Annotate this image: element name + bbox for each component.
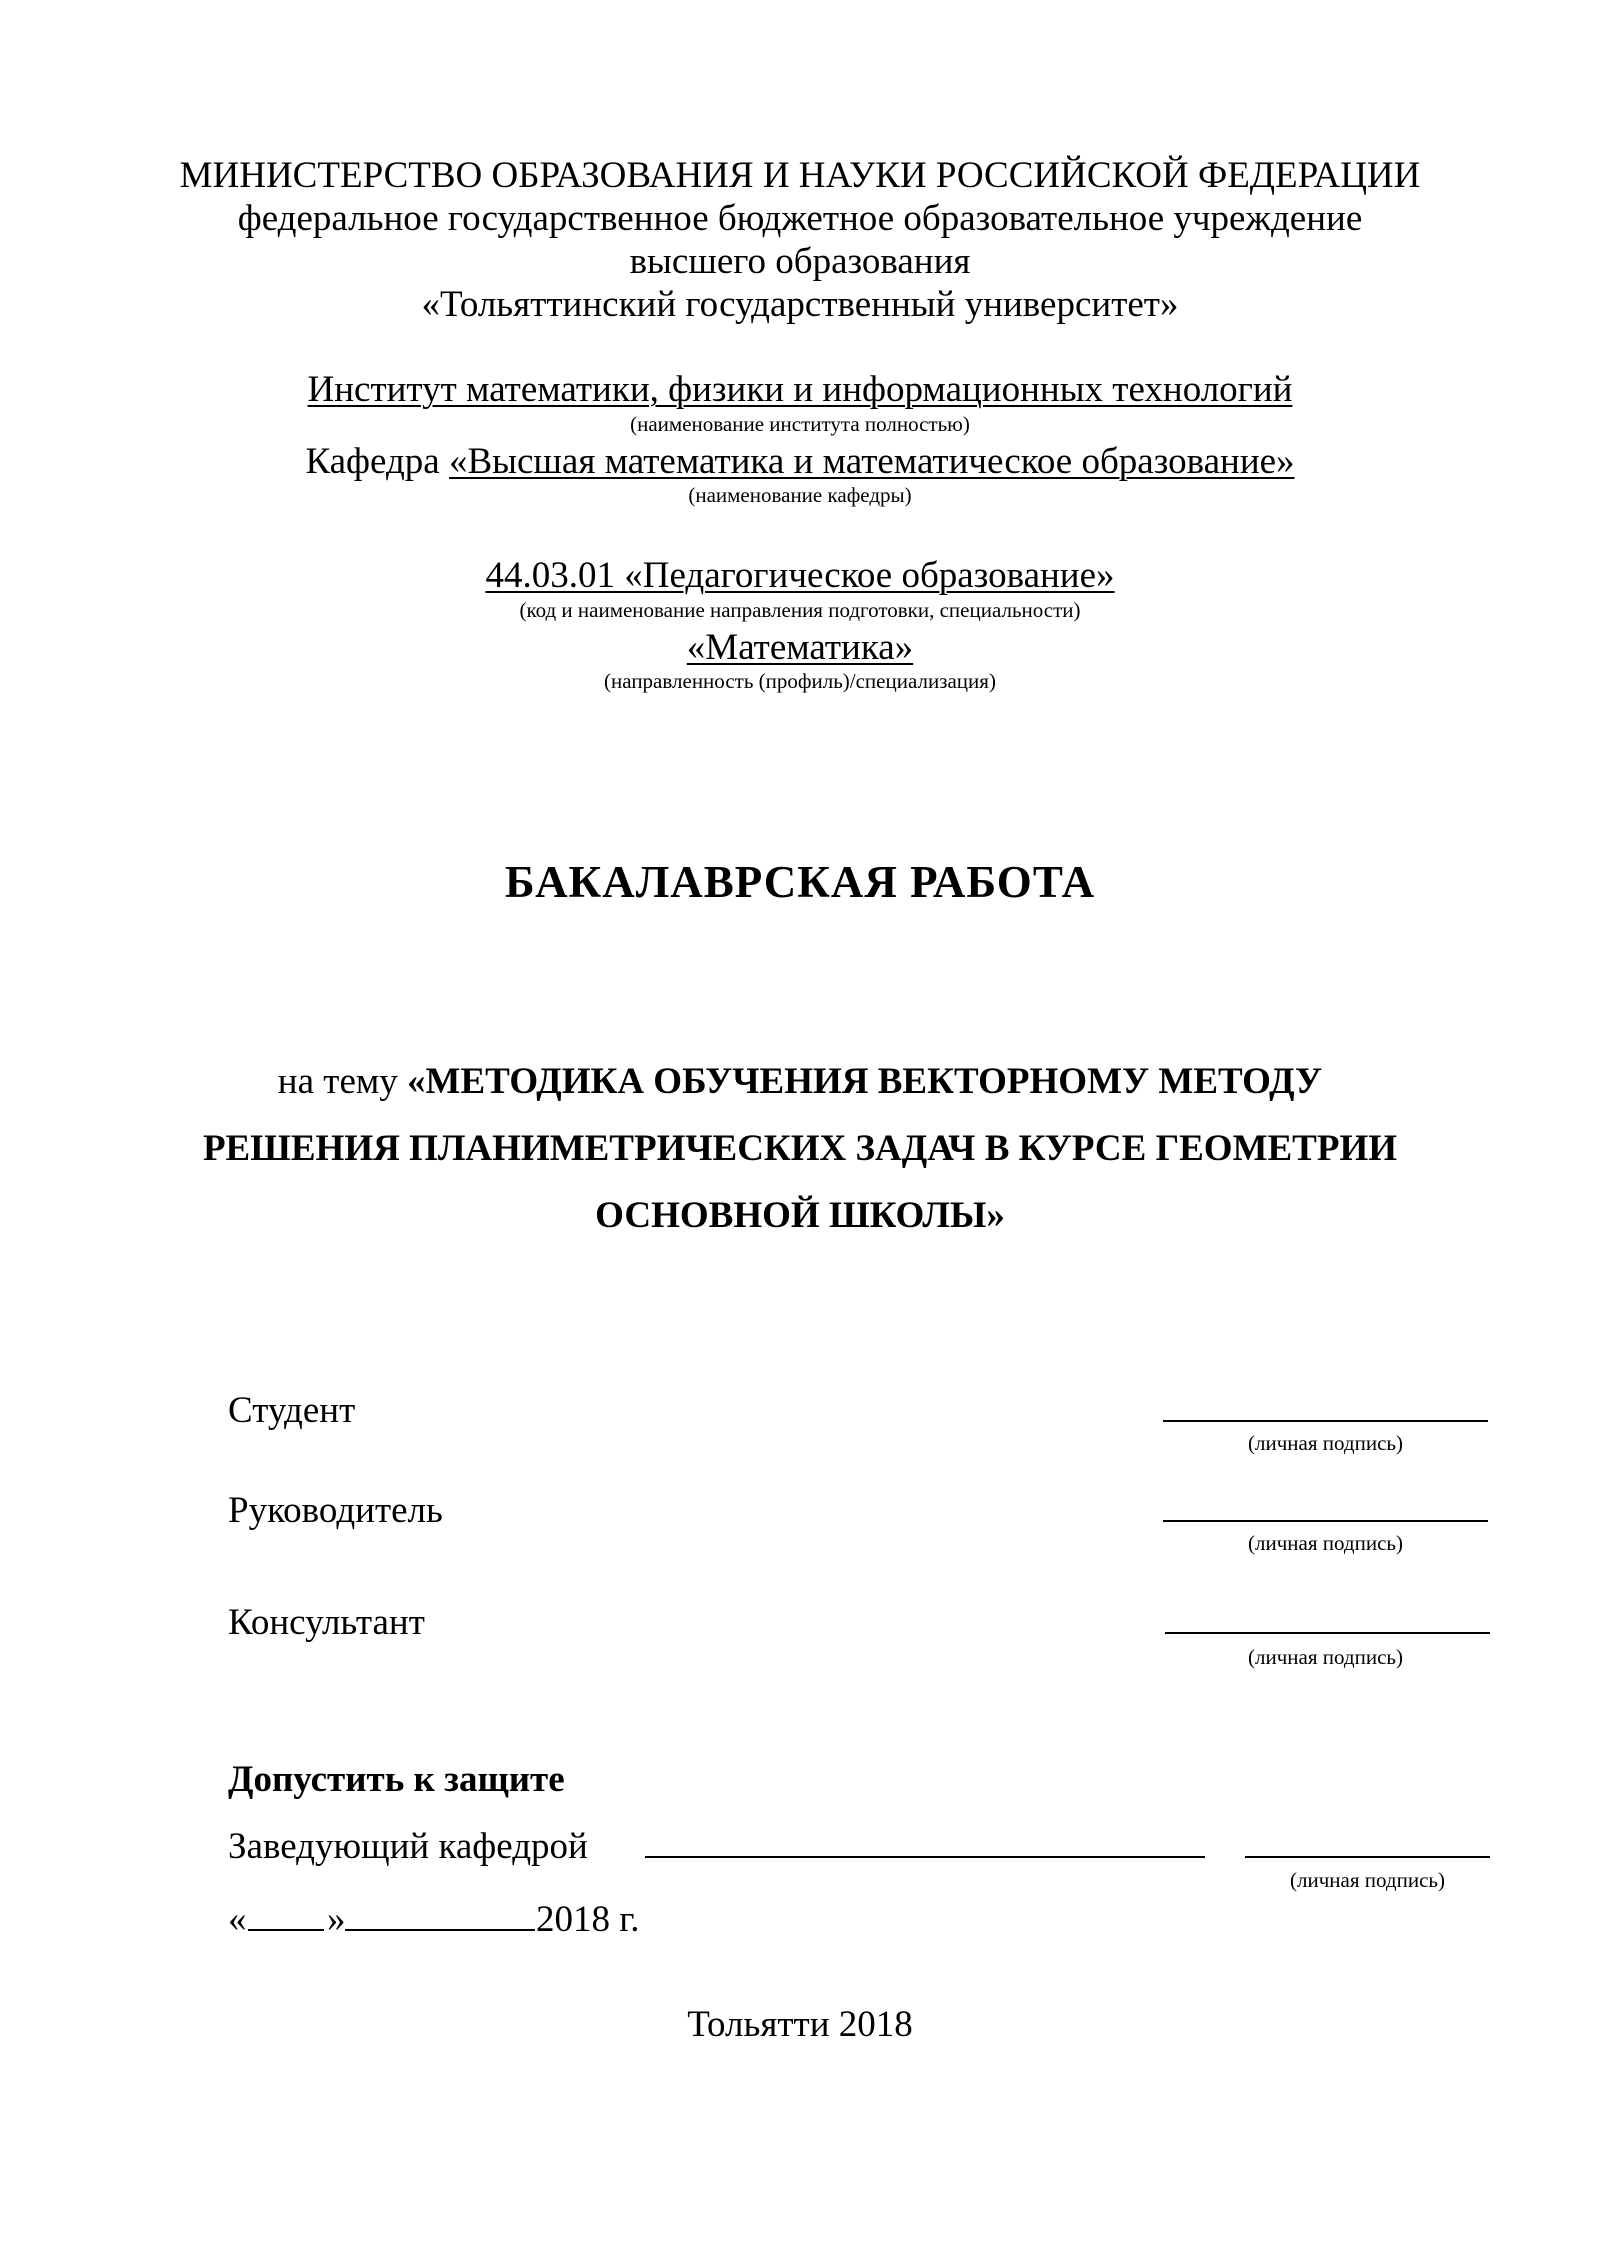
supervisor-signature-line bbox=[1163, 1520, 1488, 1522]
head-of-department-label: Заведующий кафедрой bbox=[228, 1826, 588, 1867]
consultant-signature-caption: (личная подпись) bbox=[1248, 1645, 1403, 1669]
institute-caption: (наименование института полностью) bbox=[630, 412, 970, 436]
consultant-label: Консультант bbox=[228, 1602, 425, 1643]
date-open-quote: « bbox=[228, 1899, 247, 1940]
department-name: «Высшая математика и математическое образование» bbox=[448, 441, 1295, 482]
city-year: Тольятти 2018 bbox=[687, 2004, 913, 2045]
date-year: 2018 г. bbox=[536, 1899, 640, 1940]
student-signature-line bbox=[1163, 1420, 1488, 1422]
supervisor-signature-caption: (личная подпись) bbox=[1248, 1531, 1403, 1555]
date-close-quote: » bbox=[327, 1899, 346, 1940]
ministry-line: МИНИСТЕРСТВО ОБРАЗОВАНИЯ И НАУКИ РОССИЙСКОЙ ФЕДЕРАЦИИ bbox=[179, 155, 1421, 196]
topic-line-1 bbox=[0, 1063, 1600, 1100]
student-signature-caption: (личная подпись) bbox=[1248, 1431, 1403, 1455]
institute-name-text: Институт математики, физики и информационных технологий bbox=[307, 369, 1293, 410]
department-prefix: Кафедра bbox=[305, 441, 449, 482]
consultant-signature-line bbox=[1165, 1632, 1490, 1634]
department-caption: (наименование кафедры) bbox=[688, 483, 912, 507]
institute-name bbox=[0, 371, 1600, 408]
head-signature-line bbox=[1245, 1856, 1490, 1858]
profile-name: «Математика» bbox=[686, 627, 914, 668]
date-day-line bbox=[248, 1929, 324, 1931]
topic-line-1-text: «МЕТОДИКА ОБУЧЕНИЯ ВЕКТОРНОМУ МЕТОДУ bbox=[407, 1061, 1323, 1102]
education-level-line: высшего образования bbox=[629, 241, 971, 282]
date-month-line bbox=[345, 1929, 535, 1931]
topic-prefix: на тему bbox=[277, 1061, 408, 1102]
admission-heading: Допустить к защите bbox=[228, 1759, 565, 1800]
institution-type-line: федеральное государственное бюджетное образовательное учреждение bbox=[237, 198, 1363, 239]
student-label: Студент bbox=[228, 1390, 356, 1431]
profile-caption: (направленность (профиль)/специализация) bbox=[604, 669, 996, 693]
head-signature-caption: (личная подпись) bbox=[1290, 1868, 1445, 1892]
profile-line bbox=[0, 629, 1600, 666]
head-name-line bbox=[645, 1856, 1205, 1858]
topic-line-3: ОСНОВНОЙ ШКОЛЫ» bbox=[595, 1195, 1005, 1236]
university-line: «Тольяттинский государственный университет» bbox=[421, 284, 1179, 325]
work-type-title: БАКАЛАВРСКАЯ РАБОТА bbox=[504, 857, 1096, 907]
program-caption: (код и наименование направления подготовки, специальности) bbox=[519, 598, 1081, 622]
supervisor-label: Руководитель bbox=[228, 1490, 443, 1531]
program-line bbox=[0, 557, 1600, 594]
department-line bbox=[0, 443, 1600, 480]
program-code-name: 44.03.01 «Педагогическое образование» bbox=[485, 555, 1115, 596]
topic-line-2: РЕШЕНИЯ ПЛАНИМЕТРИЧЕСКИХ ЗАДАЧ В КУРСЕ ГЕОМЕТРИИ bbox=[202, 1128, 1398, 1169]
